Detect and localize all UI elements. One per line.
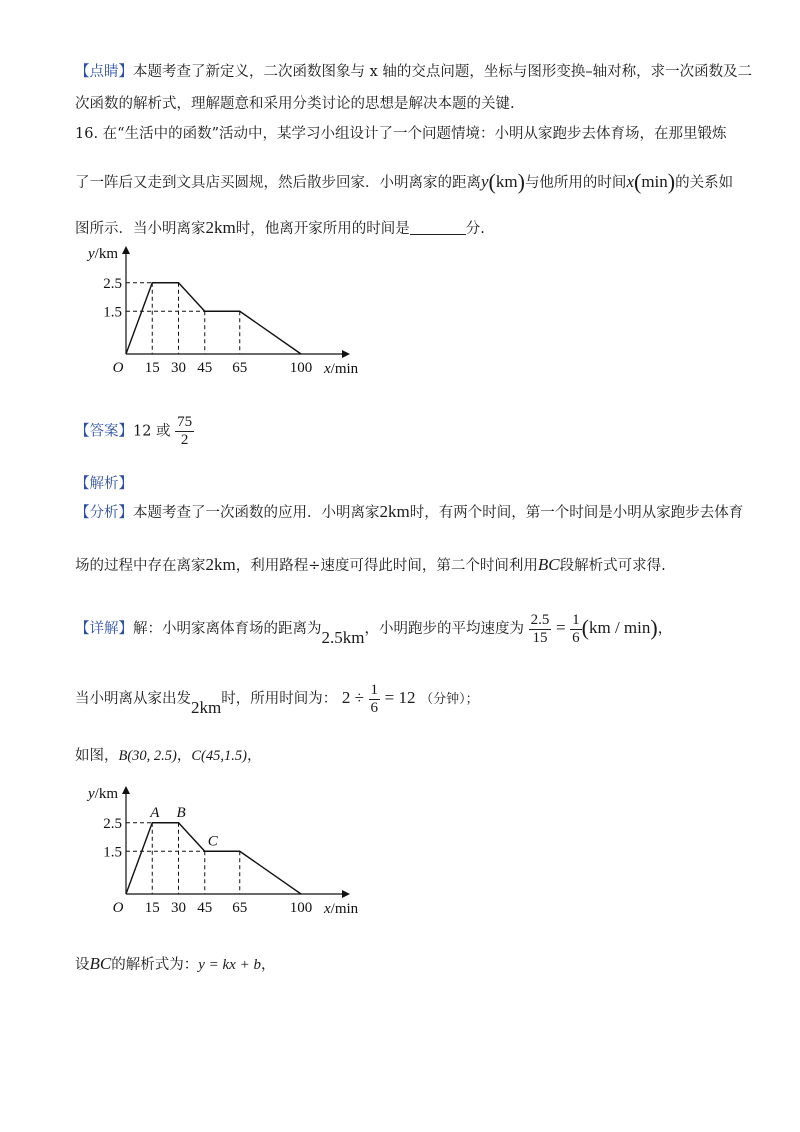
x-tick-label: 15	[144, 360, 160, 376]
question-line-3	[75, 218, 485, 239]
line-formula: y = kx + b	[198, 957, 261, 973]
fraction-denominator: 15	[532, 629, 548, 646]
y-tick-label: 2.5	[103, 275, 122, 292]
xiangjie-line-3	[75, 746, 261, 766]
question-text-1: 16. 在“生活中的函数”活动中，某学习小组设计了一个问题情境：小明从家跑步去体育场，在那里锻炼	[75, 126, 727, 142]
fenxi-line-1	[75, 502, 743, 523]
y-tick-label: 1.5	[103, 304, 122, 321]
x-tick-label: 15	[144, 900, 160, 916]
min-unit: min	[641, 172, 668, 191]
fraction-numerator: 2.5	[530, 611, 550, 628]
xiangjie-text-4b: 的解析式为：	[111, 957, 199, 973]
speed-fraction-1	[529, 612, 552, 647]
punctuation: ，	[657, 621, 673, 637]
answer-tag: 【答案】	[75, 423, 133, 440]
fraction-denominator: 2	[180, 432, 189, 448]
fenxi-text-2c: 段解析式可求得.	[559, 558, 666, 574]
answer-text: 12 或	[133, 423, 171, 440]
fraction-numerator: 1	[370, 681, 379, 698]
xiangjie-text-2c: （分钟）；	[420, 692, 479, 707]
xiangjie-line-2	[75, 678, 479, 728]
calc-part-a: 2 ÷	[341, 688, 364, 707]
question-text-2a: 了一阵后又走到文具店买圆规，然后散步回家．小明离家的距离	[75, 175, 481, 191]
fenxi-line-2	[75, 555, 666, 576]
fenxi-text-2b: ，利用路程÷速度可得此时间，第二个时间利用	[235, 558, 538, 574]
fraction-denominator: 6	[572, 629, 580, 646]
jiexi-line	[75, 474, 133, 494]
fenxi-tag: 【分析】	[75, 505, 133, 521]
calc-part-b: = 12	[384, 688, 416, 707]
x-axis-arrow	[342, 350, 350, 358]
fraction-denominator: 6	[370, 699, 379, 716]
question-line-2	[75, 169, 734, 194]
distance-value: 2km	[191, 698, 222, 717]
paren-open: (	[633, 169, 642, 194]
distance-value: 2.5km	[321, 628, 365, 647]
paren-close: )	[517, 169, 525, 194]
xiangjie-text-3a: 如图，	[75, 748, 119, 764]
y-variable: y	[481, 172, 489, 191]
jiexi-tag: 【解析】	[75, 476, 133, 492]
question-text-2c: 的关系如	[675, 175, 734, 191]
distance-value: 2km	[205, 218, 236, 237]
fraction-numerator: 1	[572, 611, 580, 628]
segment-bc: BC	[537, 555, 560, 574]
fraction-numerator: 75	[177, 414, 193, 430]
x-tick-label: 65	[232, 900, 248, 916]
dianjing-line-2	[75, 94, 515, 114]
xiangjie-line-1	[75, 608, 672, 658]
time-fraction	[369, 682, 381, 717]
punctuation: ，	[176, 748, 192, 764]
xiangjie-line-4	[75, 954, 275, 975]
distance-value: 2km	[379, 502, 410, 521]
x-axis-label: x/min	[324, 901, 359, 917]
xiangjie-tag: 【详解】	[75, 621, 133, 637]
answer-line	[75, 414, 194, 449]
x-tick-label: 45	[197, 360, 213, 376]
point-c-coords: C(45,1.5)	[191, 748, 247, 764]
point-label-c: C	[207, 833, 218, 850]
x-tick-label: 30	[171, 900, 186, 916]
point-label-a: A	[150, 804, 160, 821]
km-unit: km	[495, 172, 518, 191]
speed-fraction-2	[570, 612, 582, 647]
fenxi-text-2a: 场的过程中存在离家	[75, 558, 206, 574]
x-variable: x	[626, 172, 634, 191]
question-text-3c: 分.	[465, 221, 485, 237]
x-tick-label: 30	[171, 360, 186, 376]
distance-time-chart-1	[80, 240, 380, 380]
y-axis-label: y/km	[88, 246, 119, 262]
x-axis-arrow	[342, 890, 350, 898]
fenxi-text-1b: 时，有两个时间，第一个时间是小明从家跑步去体育	[409, 505, 744, 521]
y-axis-arrow	[122, 246, 130, 254]
answer-blank	[410, 220, 466, 235]
fenxi-text-1a: 本题考查了一次函数的应用．小明离家	[133, 505, 380, 521]
dianjing-text-1: 本题考查了新定义，二次函数图象与 x 轴的交点问题，坐标与图形变换–轴对称，求一次函数及二	[133, 64, 753, 80]
xiangjie-text-2b: 时，所用时间为：	[221, 691, 338, 707]
x-axis-label: x/min	[324, 361, 359, 377]
question-text-2b: 与他所用的时间	[524, 175, 627, 191]
punctuation: ，	[246, 748, 262, 764]
punctuation: ，	[260, 957, 276, 973]
paren-close: )	[667, 169, 676, 194]
point-label-b: B	[176, 804, 186, 821]
x-tick-label: 100	[289, 900, 313, 916]
origin-label: O	[112, 360, 124, 376]
distance-value: 2km	[205, 555, 236, 574]
paren-open: (	[488, 169, 496, 194]
equals-sign: =	[555, 618, 566, 637]
y-axis-label: y/km	[88, 786, 119, 802]
y-axis-arrow	[122, 786, 130, 794]
question-line-1	[75, 124, 727, 144]
xiangjie-text-1a: 解：小明家离体育场的距离为	[133, 621, 322, 637]
paren-close: )	[650, 615, 658, 640]
xiangjie-text-1b: ，小明跑步的平均速度为	[364, 621, 524, 637]
xiangjie-text-2a: 当小明离从家出发	[75, 691, 191, 707]
segment-bc: BC	[89, 954, 112, 973]
point-b-coords: B(30, 2.5)	[118, 748, 177, 764]
x-tick-label: 45	[197, 900, 213, 916]
dianjing-line-1	[75, 62, 752, 82]
speed-unit: km / min	[588, 618, 651, 637]
paren-open: (	[581, 615, 589, 640]
answer-fraction	[175, 414, 194, 449]
distance-time-chart-2	[80, 780, 380, 920]
xiangjie-text-4a: 设	[75, 957, 90, 973]
x-tick-label: 65	[232, 360, 248, 376]
x-tick-label: 100	[289, 360, 313, 376]
origin-label: O	[112, 900, 124, 916]
question-text-3a: 图所示．当小明离家	[75, 221, 206, 237]
question-text-3b: 时，他离开家所用的时间是	[235, 221, 410, 237]
y-tick-label: 1.5	[103, 844, 122, 861]
dianjing-tag: 【点睛】	[75, 64, 133, 80]
dianjing-text-2: 次函数的解析式，理解题意和采用分类讨论的思想是解决本题的关键.	[75, 96, 515, 112]
y-tick-label: 2.5	[103, 815, 122, 832]
